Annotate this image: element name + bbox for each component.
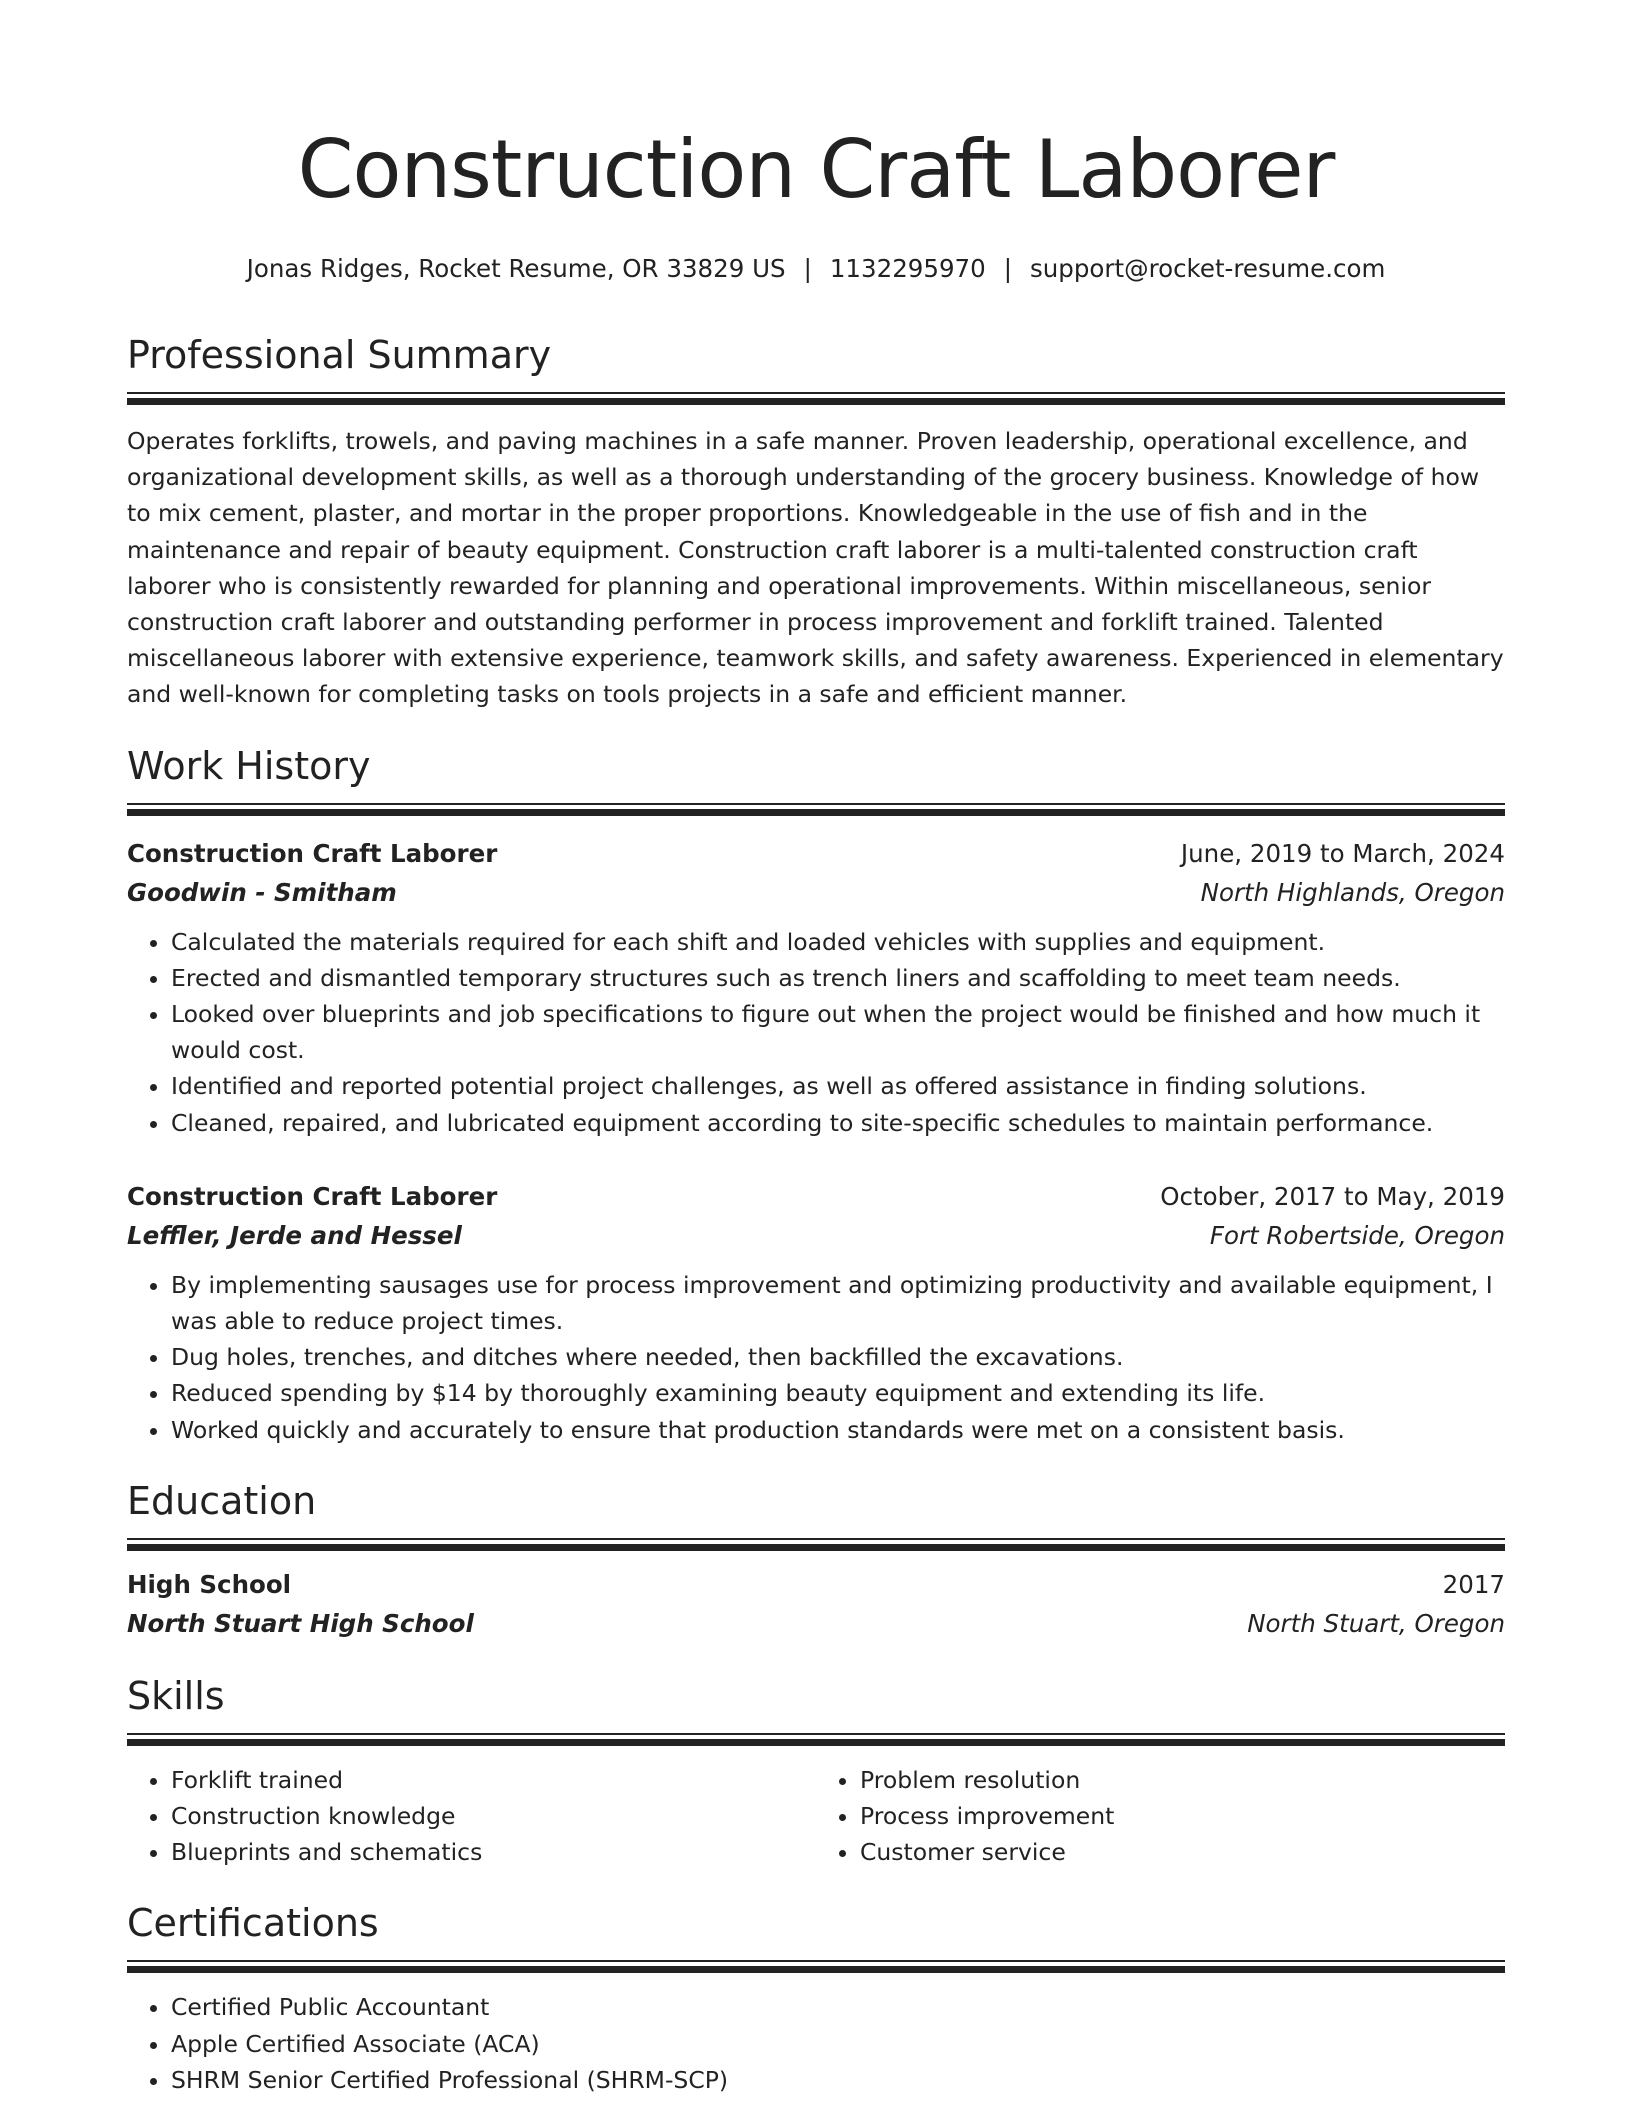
list-item: • Cleaned, repaired, and lubricated equipment according to site-specific schedules to maintain performance. bbox=[171, 1105, 1505, 1141]
education-section bbox=[127, 1476, 1505, 1643]
list-item: • Blueprints and schematics bbox=[171, 1834, 816, 1870]
list-item: • Looked over blueprints and job specifications to figure out when the project would be finished and how much it would cost. bbox=[171, 996, 1505, 1068]
job-dates: June, 2019 to March, 2024 bbox=[1180, 838, 1505, 868]
skills-section bbox=[127, 1671, 1505, 1871]
job-location: Fort Robertside, Oregon bbox=[1209, 1220, 1505, 1250]
summary-section bbox=[127, 330, 1505, 713]
list-item: • Customer service bbox=[860, 1834, 1505, 1870]
list-item: • Erected and dismantled temporary structures such as trench liners and scaffolding to meet team needs. bbox=[171, 960, 1505, 996]
job-dates: October, 2017 to May, 2019 bbox=[1160, 1181, 1505, 1211]
section-heading: Certifications bbox=[127, 1901, 379, 1946]
job-bullets bbox=[127, 924, 1505, 1141]
section-divider bbox=[127, 1960, 1505, 1973]
work-history-section bbox=[127, 741, 1505, 1448]
list-item: • SHRM Senior Certified Professional (SHRM-SCP) bbox=[171, 2062, 1505, 2098]
contact-phone: 1132295970 bbox=[829, 254, 986, 283]
education-degree: High School bbox=[127, 1569, 292, 1599]
resume-title: Construction Craft Laborer bbox=[297, 123, 1335, 216]
contact-line bbox=[127, 252, 1505, 286]
job-entry bbox=[127, 834, 1505, 1141]
education-location: North Stuart, Oregon bbox=[1247, 1608, 1505, 1638]
contact-email: support@rocket-resume.com bbox=[1030, 254, 1386, 283]
job-bullets bbox=[127, 1267, 1505, 1448]
list-item: • Reduced spending by $14 by thoroughly examining beauty equipment and extending its life. bbox=[171, 1375, 1505, 1411]
skills-columns bbox=[127, 1762, 1505, 1871]
certifications-section bbox=[127, 1898, 1505, 2098]
list-item: • By implementing sausages use for process improvement and optimizing productivity and available equipment, I was able to reduce project times. bbox=[171, 1267, 1505, 1339]
education-year: 2017 bbox=[1442, 1569, 1505, 1599]
list-item: • Construction knowledge bbox=[171, 1798, 816, 1834]
education-entry bbox=[127, 1565, 1505, 1643]
job-company: Goodwin - Smitham bbox=[127, 877, 397, 907]
skills-list-left bbox=[127, 1762, 816, 1871]
section-heading: Work History bbox=[127, 743, 371, 788]
section-heading: Professional Summary bbox=[127, 333, 552, 377]
list-item: • Certified Public Accountant bbox=[171, 1989, 1505, 2025]
job-entry bbox=[127, 1177, 1505, 1448]
education-school: North Stuart High School bbox=[127, 1608, 474, 1638]
contact-separator: | bbox=[1003, 254, 1012, 283]
list-item: • Forklift trained bbox=[171, 1762, 816, 1798]
section-heading: Education bbox=[127, 1478, 317, 1523]
contact-address: Jonas Ridges, Rocket Resume, OR 33829 US bbox=[246, 254, 786, 283]
list-item: • Worked quickly and accurately to ensure that production standards were met on a consistent basis. bbox=[171, 1412, 1505, 1448]
skills-list-right bbox=[816, 1762, 1505, 1871]
section-divider bbox=[127, 803, 1505, 816]
job-company: Leffler, Jerde and Hessel bbox=[127, 1220, 462, 1250]
summary-text: Operates forklifts, trowels, and paving machines in a safe manner. Proven leadership, operational excellence, and organizational development skills, as well as a thorough understanding of the grocery business. Knowledge of how to mix cement, plaster, and mortar in the proper proportions. Knowledgeable in the use of fish and in the maintenance and repair of beauty equipment. Construction craft laborer is a multi-talented construction craft laborer who is consistently rewarded for planning and operational improvements. Within miscellaneous, senior construction craft laborer and outstanding performer in process improvement and forklift trained. Talented miscellaneous laborer with extensive experience, teamwork skills, and safety awareness. Experienced in elementary and well-known for completing tasks on tools projects in a safe and efficient manner. bbox=[127, 427, 1504, 709]
section-divider bbox=[127, 1733, 1505, 1746]
job-title: Construction Craft Laborer bbox=[127, 1181, 498, 1211]
section-divider bbox=[127, 392, 1505, 405]
certifications-list bbox=[127, 1989, 1505, 2098]
contact-separator: | bbox=[803, 254, 812, 283]
list-item: • Problem resolution bbox=[860, 1762, 1505, 1798]
list-item: • Calculated the materials required for each shift and loaded vehicles with supplies and equipment. bbox=[171, 924, 1505, 960]
list-item: • Process improvement bbox=[860, 1798, 1505, 1834]
list-item: • Identified and reported potential project challenges, as well as offered assistance in finding solutions. bbox=[171, 1068, 1505, 1104]
job-location: North Highlands, Oregon bbox=[1200, 877, 1505, 907]
job-title: Construction Craft Laborer bbox=[127, 838, 498, 868]
section-heading: Skills bbox=[127, 1673, 225, 1718]
list-item: • Dug holes, trenches, and ditches where needed, then backfilled the excavations. bbox=[171, 1339, 1505, 1375]
list-item: • Apple Certified Associate (ACA) bbox=[171, 2026, 1505, 2062]
section-divider bbox=[127, 1538, 1505, 1551]
